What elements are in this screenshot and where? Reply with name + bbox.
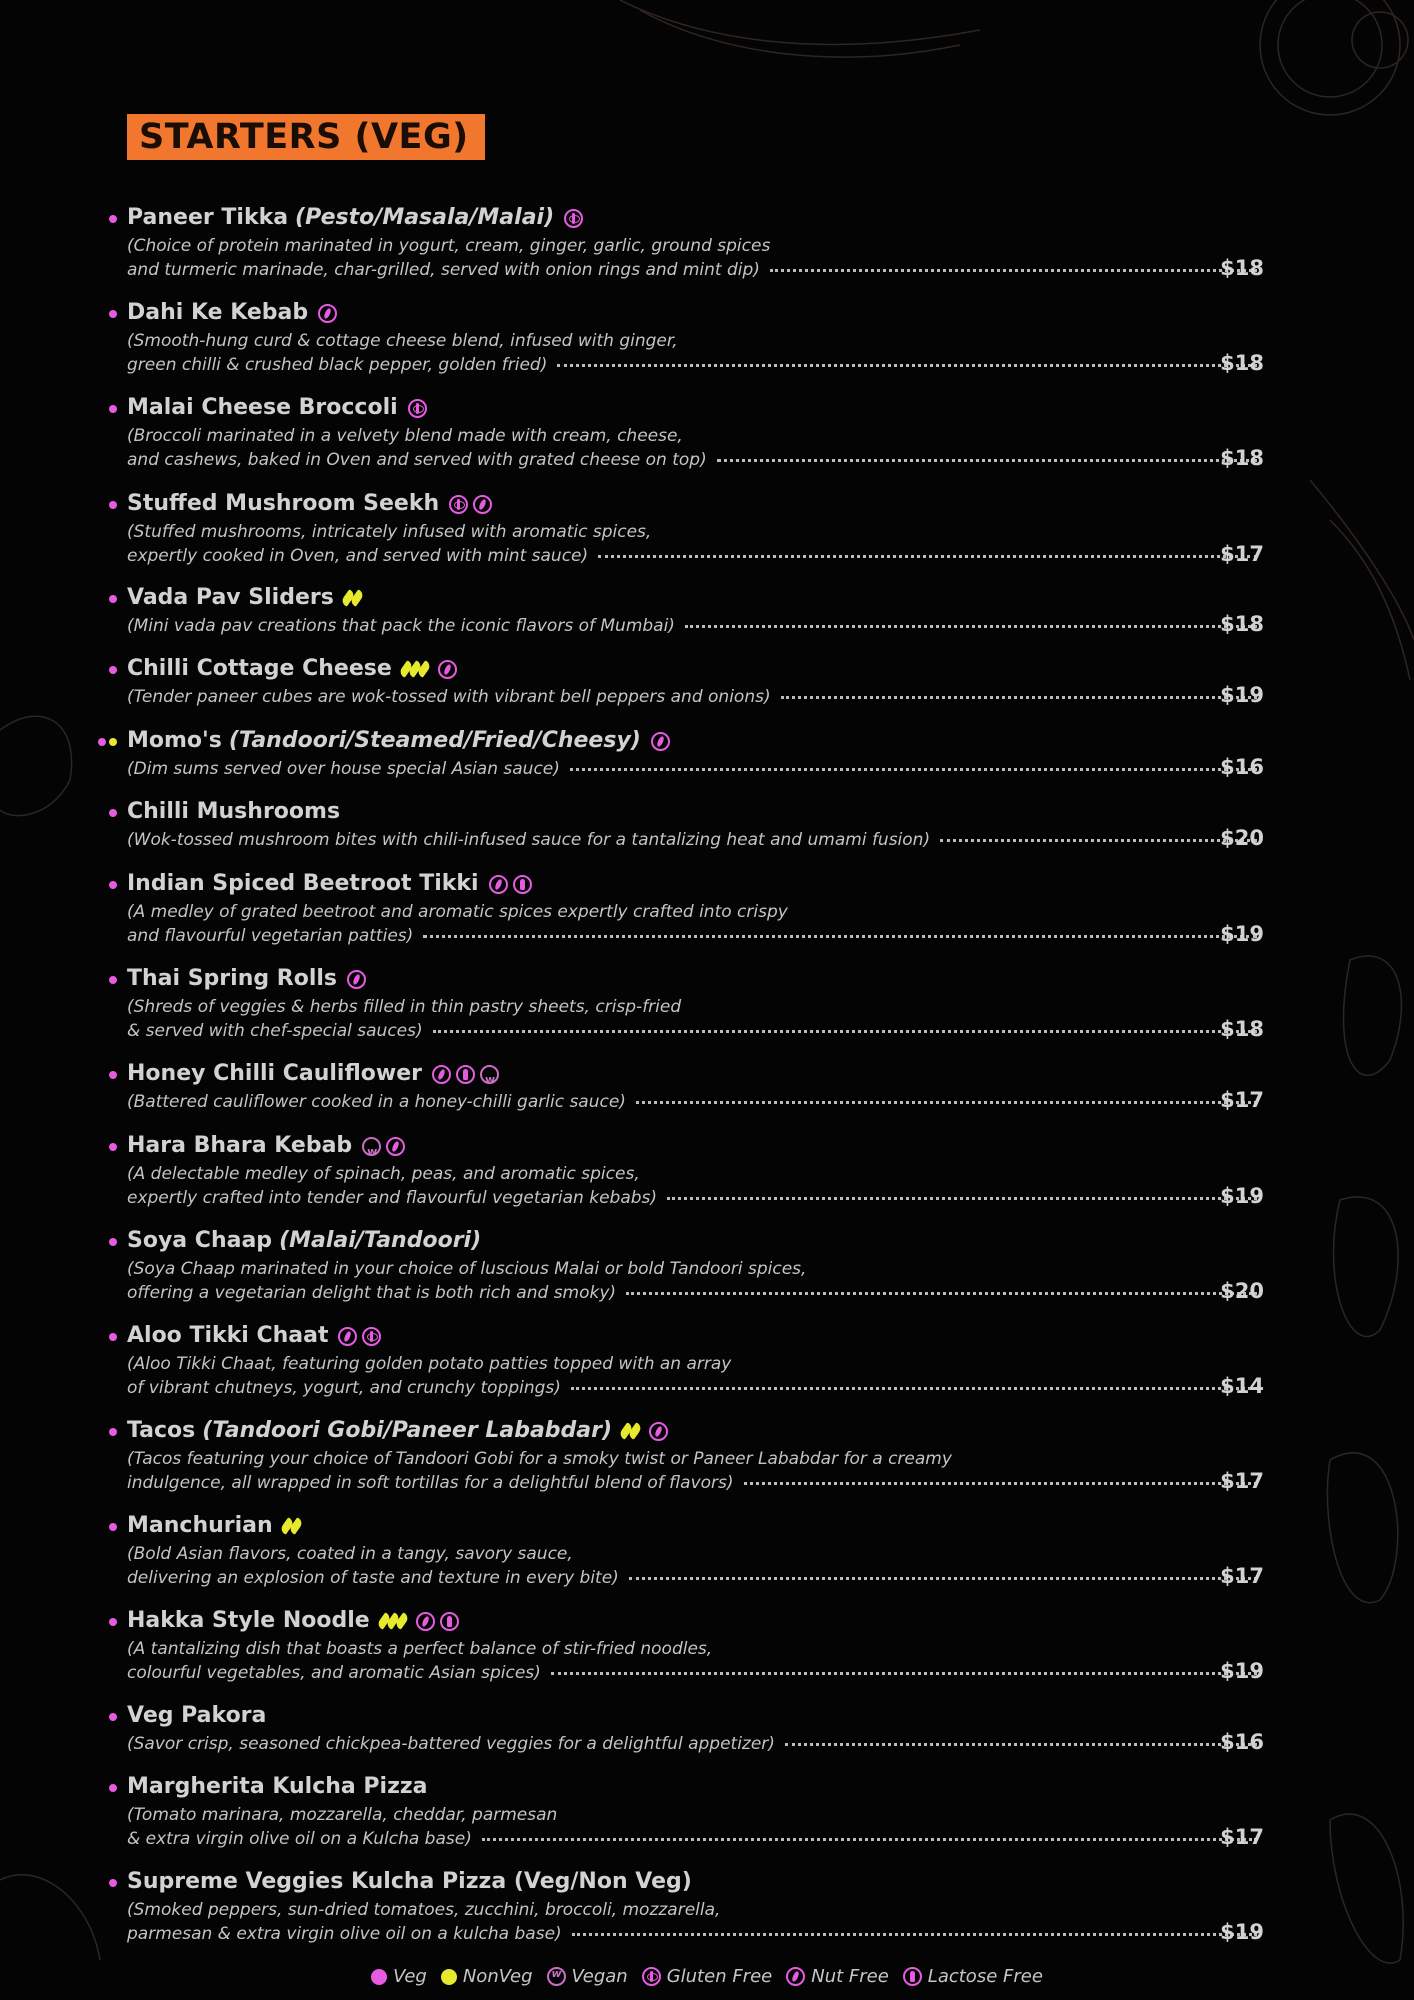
item-price: $20 bbox=[1220, 1279, 1264, 1303]
diet-bullets bbox=[109, 1523, 117, 1531]
item-name: Chilli Cottage Cheese bbox=[127, 656, 392, 681]
description-line: indulgence, all wrapped in soft tortillas for a delightful blend of flavors) bbox=[127, 1473, 734, 1493]
item-price: $18 bbox=[1220, 612, 1264, 636]
legend-nonveg bbox=[441, 1966, 533, 1987]
diet-bullets bbox=[109, 1143, 117, 1151]
vegan-icon bbox=[362, 1137, 381, 1156]
item-price: $19 bbox=[1220, 1184, 1264, 1208]
description-line: expertly crafted into tender and flavourful vegetarian kebabs) bbox=[127, 1188, 658, 1208]
dietary-icons bbox=[651, 732, 670, 751]
item-description bbox=[127, 900, 1269, 948]
veg-dot-icon bbox=[109, 501, 117, 509]
item-description bbox=[127, 1447, 1269, 1495]
nut-free-icon bbox=[438, 660, 457, 679]
dietary-icons bbox=[338, 1327, 381, 1346]
item-description bbox=[127, 1257, 1269, 1305]
item-description bbox=[127, 1090, 1269, 1114]
veg-dot-icon bbox=[109, 1784, 117, 1792]
description-line: green chilli & crushed black pepper, golden fried) bbox=[127, 355, 548, 375]
item-name: Margherita Kulcha Pizza bbox=[127, 1774, 428, 1799]
legend-vegan-label: Vegan bbox=[571, 1966, 628, 1987]
item-name: Veg Pakora bbox=[127, 1703, 267, 1728]
dot-leader bbox=[598, 555, 1257, 558]
item-name-row bbox=[127, 1606, 459, 1636]
description-line: (Battered cauliflower cooked in a honey-chilli garlic sauce) bbox=[127, 1092, 626, 1112]
item-name-row bbox=[127, 1226, 481, 1256]
veg-dot-icon bbox=[109, 1713, 117, 1721]
description-line: (Dim sums served over house special Asian sauce) bbox=[127, 759, 560, 779]
item-price: $17 bbox=[1220, 1088, 1264, 1112]
spice-level bbox=[283, 1518, 300, 1534]
veg-dot-icon bbox=[109, 976, 117, 984]
nut-free-icon bbox=[473, 495, 492, 514]
diet-bullets bbox=[109, 809, 117, 817]
item-variants: (Tandoori/Steamed/Fried/Cheesy) bbox=[228, 728, 641, 753]
item-name-row bbox=[127, 869, 532, 899]
item-variants: (Tandoori Gobi/Paneer Lababdar) bbox=[202, 1418, 613, 1443]
dietary-icons bbox=[438, 660, 457, 679]
item-name-row bbox=[127, 393, 427, 423]
item-description bbox=[127, 1732, 1269, 1756]
item-description bbox=[127, 1542, 1269, 1590]
veg-dot-icon bbox=[109, 1143, 117, 1151]
diet-bullets bbox=[109, 595, 117, 603]
veg-dot-icon bbox=[109, 1238, 117, 1246]
nonveg-dot-icon bbox=[441, 1969, 457, 1985]
section-title: STARTERS (VEG) bbox=[127, 114, 485, 160]
veg-dot-icon bbox=[109, 1618, 117, 1626]
dot-leader bbox=[482, 1838, 1257, 1841]
dietary-icons bbox=[489, 875, 532, 894]
diet-bullets bbox=[109, 1428, 117, 1436]
item-description bbox=[127, 1637, 1269, 1685]
nut-free-icon bbox=[651, 732, 670, 751]
item-name-row bbox=[127, 1059, 499, 1089]
diet-bullets bbox=[109, 1238, 117, 1246]
description-line: (Tender paneer cubes are wok-tossed with vibrant bell peppers and onions) bbox=[127, 687, 771, 707]
veg-dot-icon bbox=[109, 1333, 117, 1341]
item-description bbox=[127, 520, 1269, 568]
description-line: (Broccoli marinated in a velvety blend made with cream, cheese, bbox=[127, 426, 683, 446]
dot-leader bbox=[551, 1672, 1257, 1675]
dietary-icons bbox=[432, 1065, 499, 1084]
description-line: delivering an explosion of taste and texture in every bite) bbox=[127, 1568, 619, 1588]
item-price: $17 bbox=[1220, 1825, 1264, 1849]
description-line: (Stuffed mushrooms, intricately infused with aromatic spices, bbox=[127, 522, 652, 542]
veg-dot-icon bbox=[109, 1071, 117, 1079]
description-line: (Tacos featuring your choice of Tandoori Gobi for a smoky twist or Paneer Lababdar for a creamy bbox=[127, 1449, 952, 1469]
item-name: Supreme Veggies Kulcha Pizza (Veg/Non Veg) bbox=[127, 1869, 692, 1894]
item-name: Hara Bhara Kebab bbox=[127, 1133, 353, 1158]
diet-bullets bbox=[109, 405, 117, 413]
gluten-free-icon bbox=[564, 209, 583, 228]
dietary-legend bbox=[0, 1966, 1414, 1987]
description-line: (Wok-tossed mushroom bites with chili-infused sauce for a tantalizing heat and umami fusion) bbox=[127, 830, 931, 850]
description-line: (Smooth-hung curd & cottage cheese blend, infused with ginger, bbox=[127, 331, 678, 351]
lactose-free-icon bbox=[440, 1612, 459, 1631]
item-price: $18 bbox=[1220, 446, 1264, 470]
spice-level bbox=[622, 1423, 639, 1439]
dot-leader bbox=[940, 839, 1257, 842]
veg-dot-icon bbox=[109, 1523, 117, 1531]
description-line: (Shreds of veggies & herbs filled in thin pastry sheets, crisp-fried bbox=[127, 997, 682, 1017]
dot-leader bbox=[781, 696, 1257, 699]
dot-leader bbox=[629, 1577, 1257, 1580]
dot-leader bbox=[785, 1743, 1257, 1746]
veg-dot-icon bbox=[109, 1879, 117, 1887]
item-name-row bbox=[127, 964, 366, 994]
nut-free-icon bbox=[338, 1327, 357, 1346]
lactose-free-icon bbox=[513, 875, 532, 894]
diet-bullets bbox=[109, 1713, 117, 1721]
item-name: Manchurian bbox=[127, 1513, 273, 1538]
item-name-row bbox=[127, 797, 340, 827]
description-line: & served with chef-special sauces) bbox=[127, 1021, 423, 1041]
description-line: (Aloo Tikki Chaat, featuring golden potato patties topped with an array bbox=[127, 1354, 732, 1374]
veg-dot-icon bbox=[109, 595, 117, 603]
description-line: and turmeric marinade, char-grilled, served with onion rings and mint dip) bbox=[127, 260, 760, 280]
nut-free-icon bbox=[489, 875, 508, 894]
item-name: Momo's bbox=[127, 728, 222, 753]
veg-dot-icon bbox=[109, 809, 117, 817]
veg-dot-icon bbox=[109, 405, 117, 413]
gluten-free-icon bbox=[449, 495, 468, 514]
diet-bullets bbox=[98, 738, 117, 746]
legend-vegan bbox=[547, 1966, 628, 1987]
item-description bbox=[127, 329, 1269, 377]
item-name: Honey Chilli Cauliflower bbox=[127, 1061, 422, 1086]
legend-gluten-free-label: Gluten Free bbox=[666, 1966, 773, 1987]
diet-bullets bbox=[109, 1071, 117, 1079]
description-line: (Smoked peppers, sun-dried tomatoes, zucchini, broccoli, mozzarella, bbox=[127, 1900, 721, 1920]
item-description bbox=[127, 1162, 1269, 1210]
legend-veg bbox=[371, 1966, 427, 1987]
spice-level bbox=[380, 1613, 406, 1629]
description-line: (Tomato marinara, mozzarella, cheddar, parmesan bbox=[127, 1805, 558, 1825]
item-name-row bbox=[127, 1416, 668, 1446]
item-name: Tacos bbox=[127, 1418, 196, 1443]
description-line: (Savor crisp, seasoned chickpea-battered veggies for a delightful appetizer) bbox=[127, 1734, 775, 1754]
legend-nut-free bbox=[786, 1966, 889, 1987]
dietary-icons bbox=[449, 495, 492, 514]
dietary-icons bbox=[318, 304, 337, 323]
item-price: $19 bbox=[1220, 1920, 1264, 1944]
dot-leader bbox=[570, 768, 1257, 771]
gluten-free-icon bbox=[362, 1327, 381, 1346]
item-name-row bbox=[127, 298, 337, 328]
item-price: $19 bbox=[1220, 683, 1264, 707]
description-line: & extra virgin olive oil on a Kulcha base) bbox=[127, 1829, 472, 1849]
veg-dot-icon bbox=[109, 310, 117, 318]
item-price: $19 bbox=[1220, 922, 1264, 946]
item-name-row bbox=[127, 489, 492, 519]
dot-leader bbox=[636, 1101, 1257, 1104]
nut-free-icon bbox=[386, 1137, 405, 1156]
dietary-icons bbox=[362, 1137, 405, 1156]
item-price: $18 bbox=[1220, 256, 1264, 280]
item-name-row bbox=[127, 1772, 428, 1802]
nut-free-icon bbox=[416, 1612, 435, 1631]
item-name-row bbox=[127, 203, 583, 233]
description-line: (Bold Asian flavors, coated in a tangy, savory sauce, bbox=[127, 1544, 573, 1564]
diet-bullets bbox=[109, 976, 117, 984]
veg-dot-icon bbox=[109, 666, 117, 674]
diet-bullets bbox=[109, 881, 117, 889]
item-name: Thai Spring Rolls bbox=[127, 966, 337, 991]
legend-veg-label: Veg bbox=[393, 1966, 427, 1987]
item-price: $17 bbox=[1220, 1564, 1264, 1588]
item-name-row bbox=[127, 1701, 266, 1731]
item-name-row bbox=[127, 1511, 300, 1541]
item-price: $16 bbox=[1220, 755, 1264, 779]
dot-leader bbox=[770, 269, 1257, 272]
legend-gluten-free bbox=[642, 1966, 773, 1987]
diet-bullets bbox=[109, 501, 117, 509]
nut-free-icon bbox=[318, 304, 337, 323]
item-name: Stuffed Mushroom Seekh bbox=[127, 491, 440, 516]
item-name: Malai Cheese Broccoli bbox=[127, 395, 398, 420]
item-description bbox=[127, 1352, 1269, 1400]
dot-leader bbox=[433, 1030, 1257, 1033]
item-description bbox=[127, 995, 1269, 1043]
description-line: (A tantalizing dish that boasts a perfect balance of stir-fried noodles, bbox=[127, 1639, 713, 1659]
description-line: and flavourful vegetarian patties) bbox=[127, 926, 414, 946]
item-name-row bbox=[127, 726, 670, 756]
dot-leader bbox=[717, 459, 1257, 462]
description-line: (A delectable medley of spinach, peas, and aromatic spices, bbox=[127, 1164, 640, 1184]
spice-level bbox=[344, 590, 361, 606]
item-description bbox=[127, 424, 1269, 472]
gluten-free-icon bbox=[642, 1967, 661, 1986]
item-name-row bbox=[127, 654, 457, 684]
dot-leader bbox=[571, 1387, 1257, 1390]
gluten-free-icon bbox=[408, 399, 427, 418]
item-price: $14 bbox=[1220, 1374, 1264, 1398]
description-line: and cashews, baked in Oven and served with grated cheese on top) bbox=[127, 450, 707, 470]
item-name-row bbox=[127, 1867, 692, 1897]
dietary-icons bbox=[408, 399, 427, 418]
description-line: (A medley of grated beetroot and aromatic spices expertly crafted into crispy bbox=[127, 902, 788, 922]
diet-bullets bbox=[109, 215, 117, 223]
item-price: $18 bbox=[1220, 351, 1264, 375]
diet-bullets bbox=[109, 1879, 117, 1887]
item-variants: (Pesto/Masala/Malai) bbox=[295, 205, 555, 230]
item-name: Chilli Mushrooms bbox=[127, 799, 341, 824]
item-description bbox=[127, 234, 1269, 282]
description-line: (Soya Chaap marinated in your choice of luscious Malai or bold Tandoori spices, bbox=[127, 1259, 807, 1279]
veg-dot-icon bbox=[109, 215, 117, 223]
item-description bbox=[127, 757, 1269, 781]
item-name-row bbox=[127, 1321, 381, 1351]
dietary-icons bbox=[649, 1422, 668, 1441]
diet-bullets bbox=[109, 1333, 117, 1341]
vegan-icon bbox=[547, 1967, 566, 1986]
item-description bbox=[127, 614, 1269, 638]
diet-bullets bbox=[109, 1784, 117, 1792]
item-description bbox=[127, 1898, 1269, 1946]
legend-lactose-free bbox=[903, 1966, 1043, 1987]
dot-leader bbox=[626, 1292, 1257, 1295]
spice-level bbox=[402, 661, 428, 677]
dot-leader bbox=[667, 1197, 1257, 1200]
legend-lactose-free-label: Lactose Free bbox=[927, 1966, 1043, 1987]
item-variants: (Malai/Tandoori) bbox=[279, 1228, 482, 1253]
vegan-icon bbox=[480, 1065, 499, 1084]
description-line: (Mini vada pav creations that pack the iconic flavors of Mumbai) bbox=[127, 616, 675, 636]
item-description bbox=[127, 685, 1269, 709]
item-price: $16 bbox=[1220, 1730, 1264, 1754]
description-line: colourful vegetables, and aromatic Asian spices) bbox=[127, 1663, 541, 1683]
item-name: Vada Pav Sliders bbox=[127, 585, 334, 610]
dot-leader bbox=[572, 1933, 1257, 1936]
dot-leader bbox=[423, 935, 1257, 938]
dietary-icons bbox=[416, 1612, 459, 1631]
item-name-row bbox=[127, 1131, 405, 1161]
item-price: $18 bbox=[1220, 1017, 1264, 1041]
dot-leader bbox=[557, 364, 1257, 367]
veg-dot-icon bbox=[109, 881, 117, 889]
item-price: $19 bbox=[1220, 1659, 1264, 1683]
item-description bbox=[127, 1803, 1269, 1851]
lactose-free-icon bbox=[456, 1065, 475, 1084]
item-name: Hakka Style Noodle bbox=[127, 1608, 370, 1633]
diet-bullets bbox=[109, 1618, 117, 1626]
item-price: $20 bbox=[1220, 826, 1264, 850]
nonveg-dot-icon bbox=[109, 738, 117, 746]
item-name: Indian Spiced Beetroot Tikki bbox=[127, 871, 479, 896]
diet-bullets bbox=[109, 666, 117, 674]
legend-nonveg-label: NonVeg bbox=[462, 1966, 533, 1987]
veg-dot-icon bbox=[109, 1428, 117, 1436]
veg-dot-icon bbox=[98, 738, 106, 746]
veg-dot-icon bbox=[371, 1969, 387, 1985]
description-line: offering a vegetarian delight that is both rich and smoky) bbox=[127, 1283, 617, 1303]
nut-free-icon bbox=[347, 970, 366, 989]
nut-free-icon bbox=[649, 1422, 668, 1441]
item-price: $17 bbox=[1220, 542, 1264, 566]
description-line: expertly cooked in Oven, and served with mint sauce) bbox=[127, 546, 589, 566]
item-name: Paneer Tikka bbox=[127, 205, 289, 230]
item-price: $17 bbox=[1220, 1469, 1264, 1493]
description-line: of vibrant chutneys, yogurt, and crunchy toppings) bbox=[127, 1378, 561, 1398]
item-name: Soya Chaap bbox=[127, 1228, 273, 1253]
item-name-row bbox=[127, 583, 361, 613]
lactose-free-icon bbox=[903, 1967, 922, 1986]
item-description bbox=[127, 828, 1269, 852]
dietary-icons bbox=[347, 970, 366, 989]
legend-nut-free-label: Nut Free bbox=[811, 1966, 889, 1987]
nut-free-icon bbox=[786, 1967, 805, 1986]
dietary-icons bbox=[564, 209, 583, 228]
dot-leader bbox=[744, 1482, 1257, 1485]
description-line: parmesan & extra virgin olive oil on a kulcha base) bbox=[127, 1924, 562, 1944]
dot-leader bbox=[685, 625, 1257, 628]
nut-free-icon bbox=[432, 1065, 451, 1084]
item-name: Aloo Tikki Chaat bbox=[127, 1323, 329, 1348]
description-line: (Choice of protein marinated in yogurt, cream, ginger, garlic, ground spices bbox=[127, 236, 771, 256]
diet-bullets bbox=[109, 310, 117, 318]
item-name: Dahi Ke Kebab bbox=[127, 300, 309, 325]
